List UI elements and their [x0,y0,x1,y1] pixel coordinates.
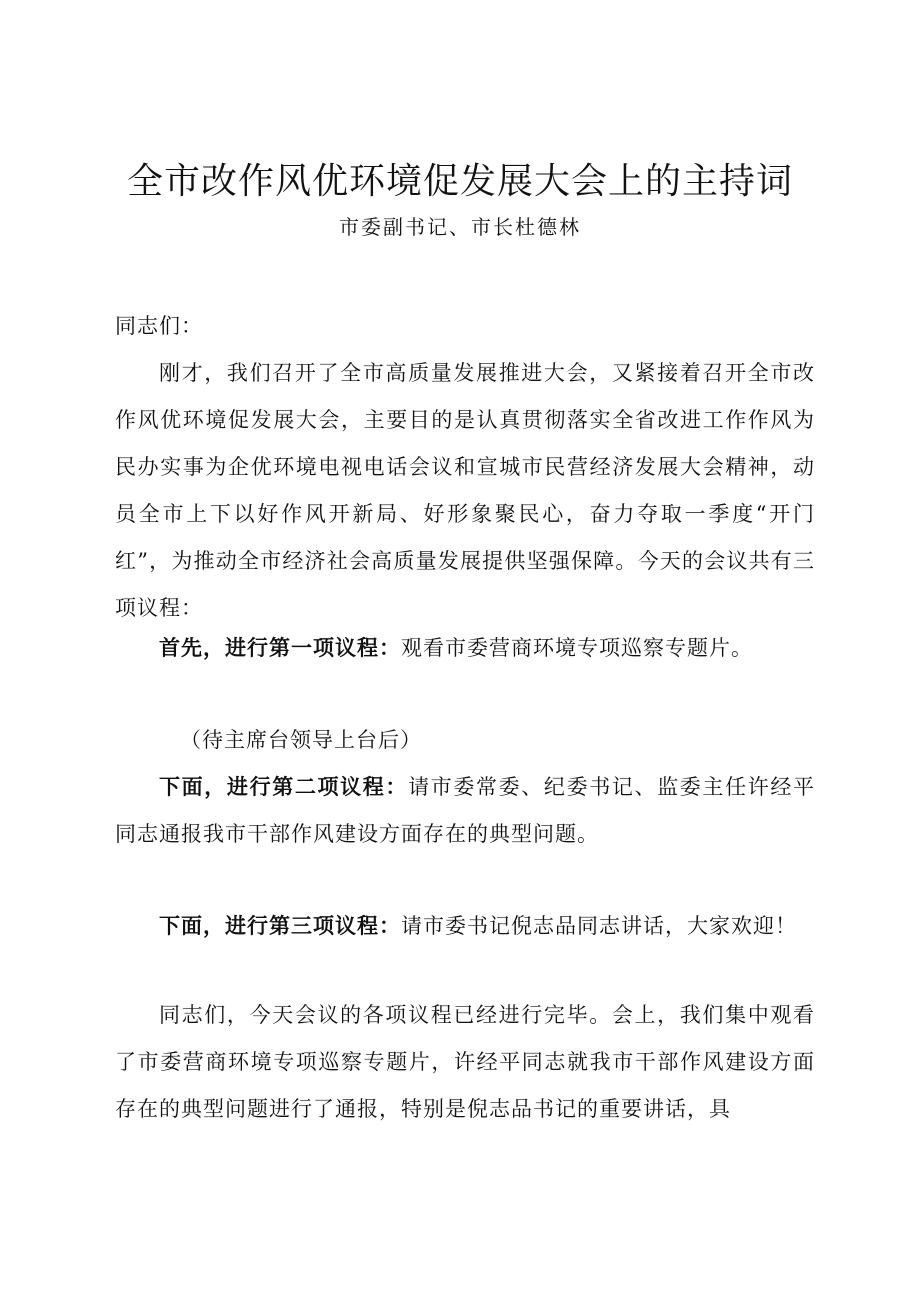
paragraph-closing: 同志们，今天会议的各项议程已经进行完毕。会上，我们集中观看了市委营商环境专项巡察专题片，许经平同志就我市干部作风建设方面存在的典型问题进行了通报，特别是倪志品书记的重要讲话，具 [115,1003,815,1121]
paragraph-agenda-three [115,902,815,950]
agenda-three-text: 请市委书记倪志品同志讲话，大家欢迎！ [401,914,797,938]
greeting: 同志们： [115,314,203,338]
paragraph-opening: 刚才，我们召开了全市高质量发展推进大会，又紧接着召开全市改作风优环境促发展大会，主要目的是认真贯彻落实全省改进工作作风为民办实事为企优环境电视电话会议和宣城市民营经济发展大会精神，动员全市上下以好作风开新局、好形象聚民心，奋力夺取一季度“开门红”，为推动全市经济社会高质量发展提供坚强保障。今天的会议共有三项议程： [115,361,815,620]
paragraph-agenda-two [115,763,815,858]
document-title: 全市改作风优环境促发展大会上的主持词 [126,161,793,202]
agenda-three-lead: 下面，进行第三项议程： [159,913,401,938]
stage-direction: （待主席台领导上台后） [180,728,422,752]
agenda-two-text: 请市委常委、纪委书记、监委主任许经平同志通报我市干部作风建设方面存在的典型问题。 [115,775,816,846]
document-author: 市委副书记、市长杜德林 [339,215,581,239]
agenda-two-lead: 下面，进行第二项议程： [159,774,409,799]
agenda-one-text: 观看市委营商环境专项巡察专题片。 [401,636,753,660]
paragraph-agenda-one [115,624,815,672]
agenda-one-lead: 首先，进行第一项议程： [159,635,401,660]
